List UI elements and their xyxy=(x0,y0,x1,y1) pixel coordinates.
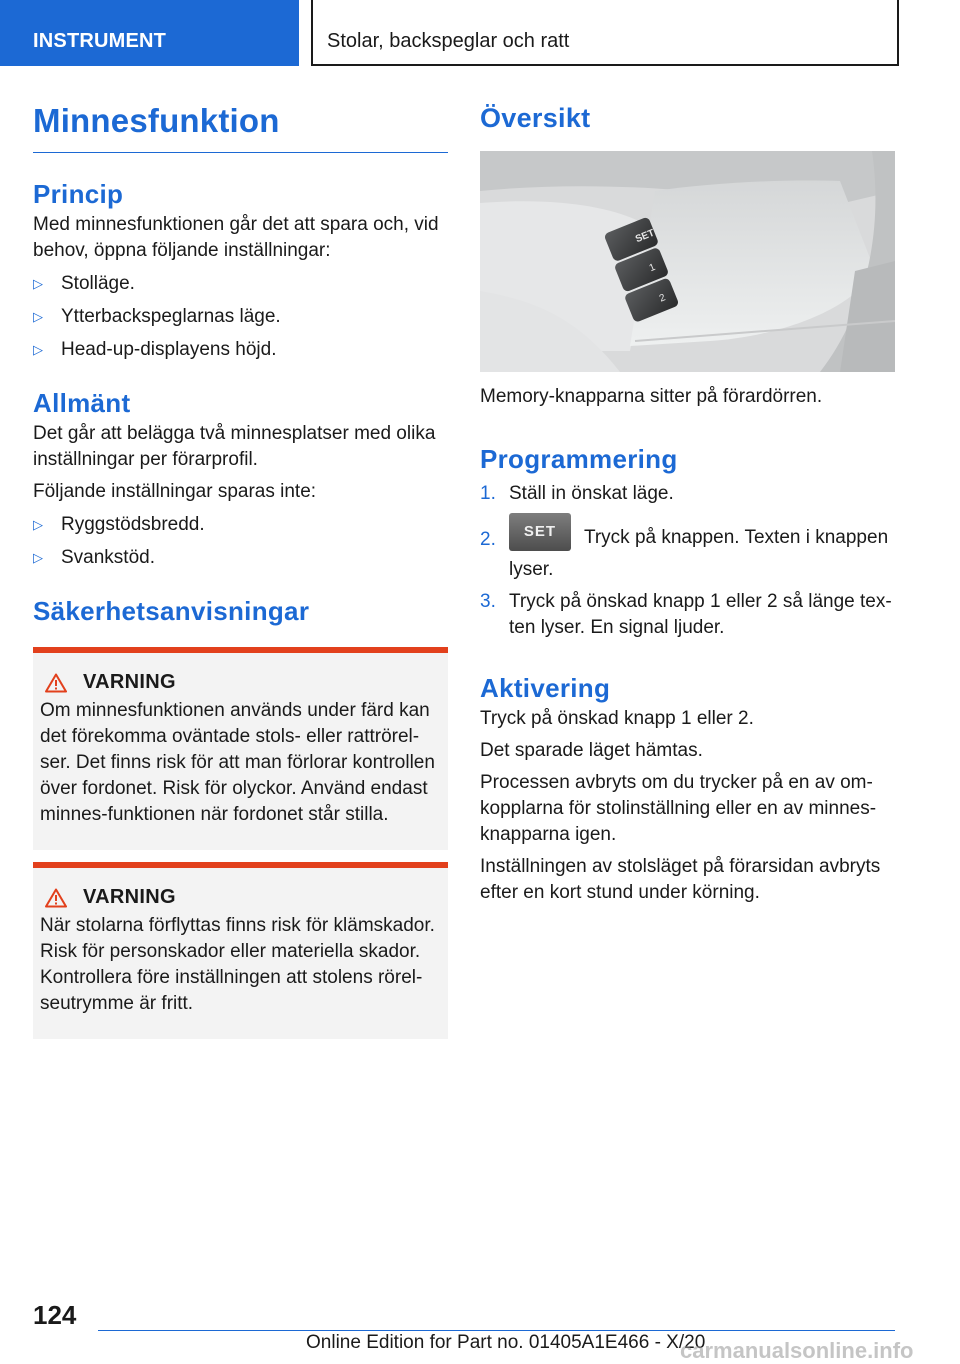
aktivering-heading: Aktivering xyxy=(480,673,611,703)
photo-set-label: SET xyxy=(633,227,657,246)
programmering-steps xyxy=(480,481,895,641)
photo-label-2: 2 xyxy=(657,292,668,305)
oversikt-heading: Översikt xyxy=(480,103,591,133)
aktivering-text: Processen avbryts om du trycker på en av om-kopplarna för stolinställning eller en av minnes-knapparna igen. xyxy=(480,772,877,845)
warning-label: VARNING xyxy=(83,671,176,693)
sakerhet-heading: Säkerhetsanvisningar xyxy=(33,596,310,626)
princip-heading: Princip xyxy=(33,179,124,209)
watermark: carmanualsonline.info xyxy=(680,1338,914,1363)
allmant-list xyxy=(33,512,448,571)
step-item: 1. Ställ in önskat läge. xyxy=(480,483,674,504)
warning-text: När stolarna förflyttas finns risk för klämskador. Risk för personskador eller materiella skador. Kontrollera före inställningen att stolens rörel-seutrymme är fritt. xyxy=(40,915,435,1014)
edition-text: Online Edition for Part no. 01405A1E466 - X/20 xyxy=(306,1332,706,1353)
set-button-icon: SET xyxy=(509,513,571,551)
warning-text: Om minnesfunktionen används under färd kan det förekomma oväntade stols- eller rattrörel-ser. Det finns risk för att man förlorar kontrollen över fordonet. Risk för olyckor. Använd endast minnes-funktionen när fordonet står stilla. xyxy=(40,700,435,825)
princip-text: Med minnesfunktionen går det att spara och, vid behov, öppna följande inställningar: xyxy=(33,214,439,261)
princip-list xyxy=(33,271,448,363)
list-item: ▷ Ytterbackspeglarnas läge. xyxy=(33,304,448,330)
warning-box xyxy=(33,647,448,850)
step-item: 3. Tryck på önskad knapp 1 eller 2 så länge tex-ten lyser. En signal ljuder. xyxy=(480,591,892,638)
list-item: ▷ Svankstöd. xyxy=(33,545,448,571)
warning-label: VARNING xyxy=(83,886,176,908)
allmant-text: Det går att belägga två minnesplatser med olika inställningar per förarprofil. xyxy=(33,423,436,470)
triangle-bullet-icon: ▷ xyxy=(33,550,43,565)
photo-caption: Memory-knapparna sitter på förardörren. xyxy=(480,386,823,407)
list-item: ▷ Ryggstödsbredd. xyxy=(33,512,448,538)
warning-triangle-icon xyxy=(45,673,67,693)
triangle-bullet-icon: ▷ xyxy=(33,517,43,532)
section-header xyxy=(311,0,899,66)
page-number: 124 xyxy=(33,1300,77,1330)
page-title: Minnesfunktion xyxy=(33,96,448,153)
right-column xyxy=(480,96,895,906)
photo-label-1: 1 xyxy=(647,261,658,275)
step-item: 2. SET Tryck på knappen. Texten i knappen lyser. xyxy=(480,519,895,583)
aktivering-text: Det sparade läget hämtas. xyxy=(480,740,703,761)
warning-triangle-icon xyxy=(45,888,67,908)
list-item: ▷ Head-up-displayens höjd. xyxy=(33,337,448,363)
aktivering-text: Tryck på önskad knapp 1 eller 2. xyxy=(480,708,754,729)
programmering-heading: Programmering xyxy=(480,444,678,474)
door-panel-illustration xyxy=(480,151,895,372)
triangle-bullet-icon: ▷ xyxy=(33,309,43,324)
door-memory-buttons-photo xyxy=(480,151,895,372)
warning-box xyxy=(33,862,448,1039)
section-title: Stolar, backspeglar och ratt xyxy=(327,30,570,52)
allmant-text-2: Följande inställningar sparas inte: xyxy=(33,481,317,502)
allmant-heading: Allmänt xyxy=(33,388,131,418)
chapter-tab xyxy=(0,0,299,66)
left-column xyxy=(33,96,448,1039)
list-item: ▷ Stolläge. xyxy=(33,271,448,297)
triangle-bullet-icon: ▷ xyxy=(33,276,43,291)
aktivering-text: Inställningen av stolsläget på förarsidan avbryts efter en kort stund under körning. xyxy=(480,856,881,903)
triangle-bullet-icon: ▷ xyxy=(33,342,43,357)
footer-divider xyxy=(98,1330,895,1331)
chapter-title: INSTRUMENT xyxy=(33,30,167,52)
